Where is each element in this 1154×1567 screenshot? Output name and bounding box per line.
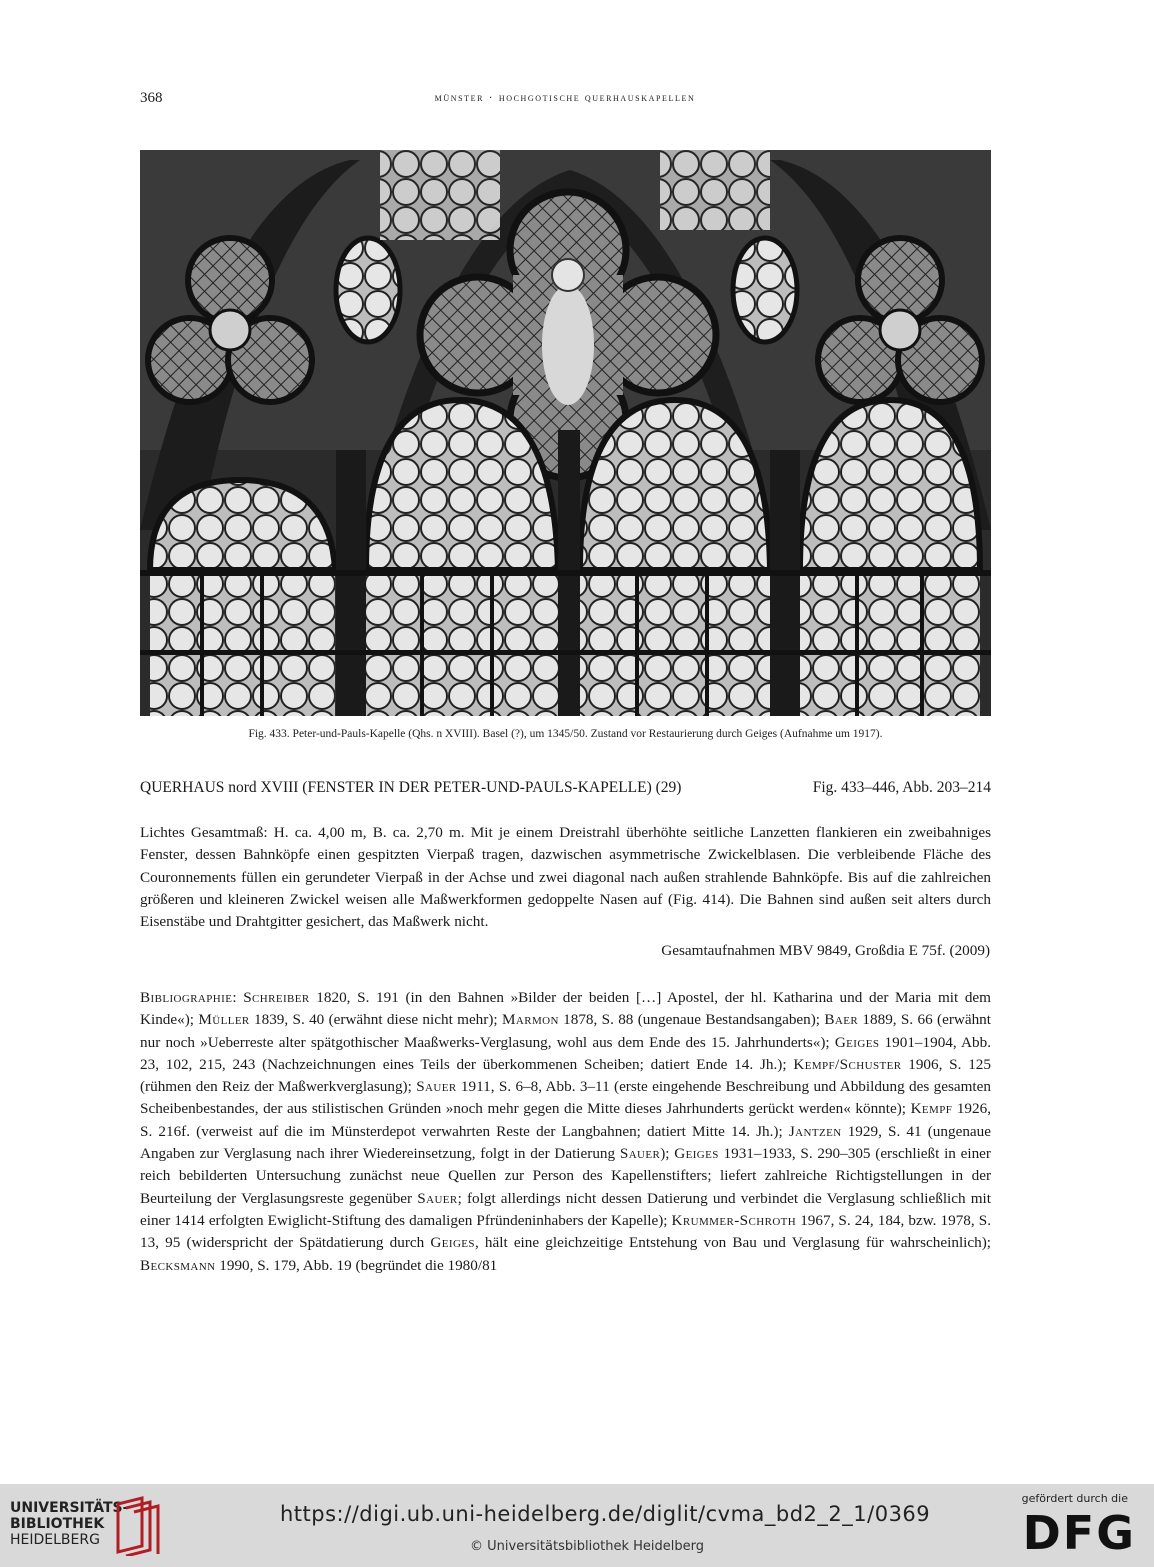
bibliography-text: ; folgt allerdings nicht dessen Datierung und verbindet die Verglasung schließlich mit einer 1414 erfolgten Ewiglicht-Stiftung des damaligen Pfründeninhabers der Kapelle);	[140, 1189, 991, 1229]
bibliography-text: 1911, S. 6–8, Abb. 3–11 (erste eingehende Beschreibung und Abbildung des gesamten Scheibenbestandes, der aus stilistischen Gründen »noch mehr gegen die Mitte dieses Jahrhunderts gerückt werden« könnte);	[140, 1078, 991, 1118]
figure-photo	[140, 150, 991, 716]
bibliography-text: 1889, S. 66 (erwähnt nur noch »Ueberreste alter spätgothischer Maaßwerks-Verglasung, wohl aus dem Ende des 15. Jahrhunderts«);	[140, 1011, 991, 1051]
bibliography-text: , hält eine gleichzeitige Entstehung von Bau und Verglasung für wahrscheinlich);	[474, 1234, 991, 1252]
bibliography-author: Sauer	[416, 1078, 457, 1096]
bibliography-author: Geiges	[674, 1145, 719, 1163]
bibliography-author: Müller	[198, 1011, 250, 1029]
bibliography-author: Sauer	[417, 1189, 458, 1207]
permalink-url[interactable]: https://digi.ub.uni-heidelberg.de/diglit/cvma_bd2_2_1/0369	[280, 1502, 931, 1526]
section-title: QUERHAUS nord XVIII (FENSTER IN DER PETER-UND-PAULS-KAPELLE) (29)	[140, 779, 682, 796]
running-title: münster · hochgotische querhauskapellen	[434, 90, 696, 104]
figure-caption: Fig. 433. Peter-und-Pauls-Kapelle (Qhs. n XVIII). Basel (?), um 1345/50. Zustand vor Restaurierung durch Geiges (Aufnahme um 1917).	[248, 728, 883, 740]
bibliography-author: Marmon	[501, 1011, 559, 1029]
bibliography-text: 1931–1933, S. 290–305 (erschließt in einer reich bebilderten Untersuchung zunächst neue Quellen zur Person des Kapellenstifters; liefert zahlreiche Richtigstellungen in der Beurteilung der Verglasungsreste gegenüber	[140, 1145, 991, 1207]
library-mark-icon	[112, 1496, 162, 1556]
photo-references: Gesamtaufnahmen MBV 9849, Großdia E 75f. (2009)	[661, 942, 990, 959]
section-heading	[140, 779, 991, 797]
logo-line-3: HEIDELBERG	[10, 1532, 100, 1548]
bibliography-text: );	[660, 1145, 675, 1163]
bibliography-author: Becksmann	[140, 1256, 216, 1274]
bibliography-text: 1967, S. 24, 184, bzw. 1978, S. 13, 95 (widerspricht der Spätdatierung durch	[140, 1211, 991, 1252]
library-logo[interactable]	[10, 1500, 128, 1548]
footer-bar	[0, 1484, 1154, 1567]
logo-line-2: BIBLIOTHEK	[10, 1516, 105, 1532]
bibliography-author: Geiges	[834, 1033, 880, 1051]
bibliography-text: :	[232, 989, 244, 1006]
bibliography-text: 1929, S. 41 (ungenaue Angaben zur Verglasung nach ihrer Wiedereinsetzung, folgt in der Datierung	[140, 1122, 991, 1163]
bibliography-author: Krummer-Schroth	[671, 1211, 797, 1229]
bibliography-text: 1906, S. 125 (rühmen den Reiz der Maßwerkverglasung);	[140, 1055, 991, 1096]
bibliography-author: Kempf/Schuster	[793, 1055, 902, 1073]
bibliography-text: 1926, S. 216f. (verweist auf die im Münsterdepot verwahrten Reste der Langbahnen; datiert Mitte 14. Jh.);	[140, 1100, 992, 1140]
bibliography-text: 1878, S. 88 (ungenaue Bestandsangaben);	[558, 1011, 825, 1029]
bibliography-text: 1820, S. 191 (in den Bahnen »Bilder der beiden […] Apostel, der hl. Katharina und der Maria mit dem Kinde«);	[140, 989, 991, 1029]
bibliography-author: Schreiber	[243, 989, 310, 1006]
stained-glass-window-image	[140, 150, 991, 716]
bibliography-text: 1901–1904, Abb. 23, 102, 215, 243 (Nachzeichnungen eines Teils der überkommenen Scheiben; datiert Ende 14. Jh.);	[140, 1033, 991, 1073]
description-paragraph: Lichtes Gesamtmaß: H. ca. 4,00 m, B. ca. 2,70 m. Mit je einem Dreistrahl überhöhte seitliche Lanzetten flankieren ein zweibahniges Fenster, dessen Bahnköpfe einen gespitzten Vierpaß tragen, dazwischen asymmetrische Zwickelblasen. Die verbleibende Fläche des Couronnements füllen ein gerundeter Vierpaß in der Achse und zwei diagonal nach außen strahlende Bahnköpfe. Bis auf die zahlreichen größeren und kleineren Zwickel weisen alle Maßwerkformen gedoppelte Nasen auf (Fig. 414). Die Bahnen sind außen seit alters durch Eisenstäbe und Drahtgitter gesichert, das Maßwerk nicht.	[140, 824, 991, 931]
section-figure-refs: Fig. 433–446, Abb. 203–214	[812, 779, 991, 796]
funding-note: gefördert durch die	[1021, 1492, 1128, 1505]
page-number: 368	[140, 90, 163, 106]
bibliography-author: Sauer	[619, 1145, 661, 1163]
bibliography-text: 1839, S. 40 (erwähnt diese nicht mehr);	[249, 1011, 502, 1029]
bibliography-author: Kempf	[910, 1100, 953, 1118]
bibliography-paragraph	[140, 987, 991, 1277]
dfg-logo[interactable]: DFG	[1022, 1506, 1136, 1560]
bibliography-author: Baer	[824, 1011, 859, 1029]
copyright-notice: © Universitätsbibliothek Heidelberg	[470, 1539, 705, 1554]
bibliography-author: Jantzen	[788, 1122, 842, 1140]
bibliography-text: 1990, S. 179, Abb. 19 (begründet die 1980/81	[215, 1256, 498, 1274]
bibliography-author: Bibliographie	[140, 989, 233, 1006]
logo-line-1: UNIVERSITÄTS-	[10, 1500, 129, 1516]
bibliography-author: Geiges	[430, 1234, 475, 1252]
